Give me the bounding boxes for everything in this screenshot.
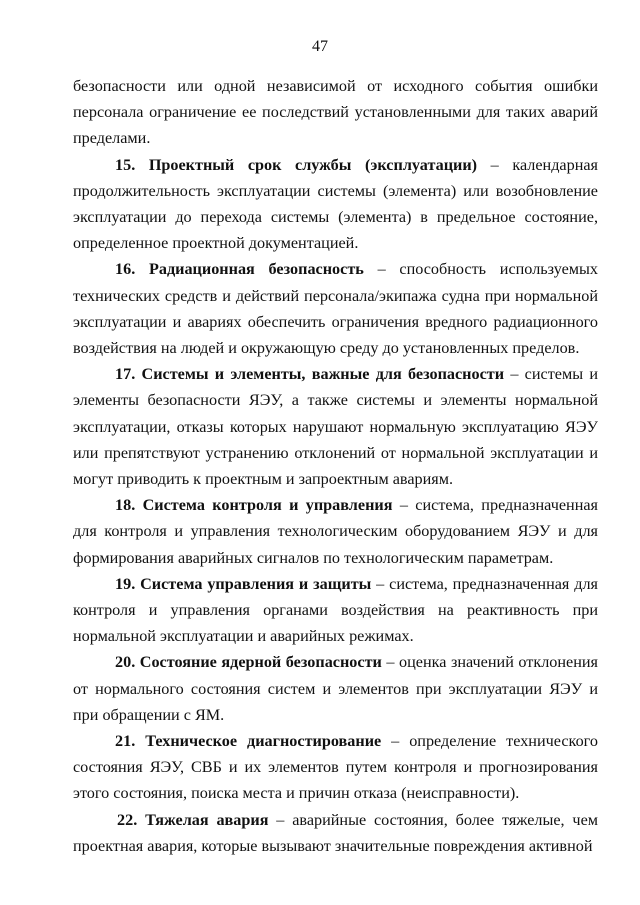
definition-text: – способность используемых технических средств и действий персонала/экипажа судна при нормальной эксплуатации и авариях обеспечить ограничения вредного радиационного воздействия на людей и окружающую среду до установленных пределов. xyxy=(73,260,598,358)
definition-term: Радиационная безопасность xyxy=(148,260,364,279)
page-number: 47 xyxy=(312,38,328,55)
document-body xyxy=(73,73,598,859)
definition-term: Проектный срок службы (эксплуатации) xyxy=(148,155,478,174)
definition-term: Система управления и защиты xyxy=(140,574,372,593)
definition-21 xyxy=(73,728,598,807)
definition-term: Система контроля и управления xyxy=(142,496,393,515)
paragraph-text: безопасности или одной независимой от исходного события ошибки персонала ограничение ее последствий установленными для таких аварий пределами. xyxy=(73,77,598,148)
definition-text: – оценка значений отклонения от нормального состояния систем и элементов при эксплуатации ЯЭУ и при обращении с ЯМ. xyxy=(73,653,598,724)
definition-number: 21. xyxy=(115,732,136,751)
definition-text: – система, предназначенная для контроля и управления технологическим оборудованием ЯЭУ и для формирования аварийных сигналов по технологическим параметрам. xyxy=(73,496,598,567)
definition-15 xyxy=(73,152,598,257)
definition-term: Тяжелая авария xyxy=(145,810,269,829)
definition-18 xyxy=(73,492,598,571)
paragraph-continuation xyxy=(73,73,598,152)
definition-number: 17. xyxy=(115,365,136,384)
definition-17 xyxy=(73,361,598,492)
definition-term: Системы и элементы, важные для безопасности xyxy=(141,365,505,384)
definition-16 xyxy=(73,256,598,361)
definition-text: – система, предназначенная для контроля и управления органами воздействия на реактивность при нормальной эксплуатации и аварийных режимах. xyxy=(73,574,598,646)
definition-number: 16. xyxy=(115,260,136,279)
definition-number: 15. xyxy=(115,155,136,174)
definition-19 xyxy=(73,571,598,650)
definition-number: 18. xyxy=(115,496,136,515)
definition-text: – аварийные состояния, более тяжелые, чем проектная авария, которые вызывают значительные повреждения активной xyxy=(73,810,598,855)
definition-text: – системы и элементы безопасности ЯЭУ, а также системы и элементы нормальной эксплуатации, отказы которых нарушают нормальную эксплуатацию ЯЭУ или препятствуют устранению отклонений от нормальной эксплуатации и могут приводить к проектным и запроектным авариям. xyxy=(73,365,598,489)
definition-number: 22. xyxy=(117,810,138,829)
definition-number: 20. xyxy=(115,653,136,672)
definition-20 xyxy=(73,649,598,728)
definition-number: 19. xyxy=(115,574,136,593)
definition-term: Техническое диагностирование xyxy=(145,732,382,751)
definition-22 xyxy=(73,807,598,859)
definition-term: Состояние ядерной безопасности xyxy=(139,653,382,672)
definition-text: – календарная продолжительность эксплуатации системы (элемента) или возобновление эксплуатации до перехода системы (элемента) в предельное состояние, определенное проектной документацией. xyxy=(73,155,599,253)
definition-text: – определение технического состояния ЯЭУ, СВБ и их элементов путем контроля и прогнозирования этого состояния, поиска места и причин отказа (неисправности). xyxy=(73,732,598,803)
